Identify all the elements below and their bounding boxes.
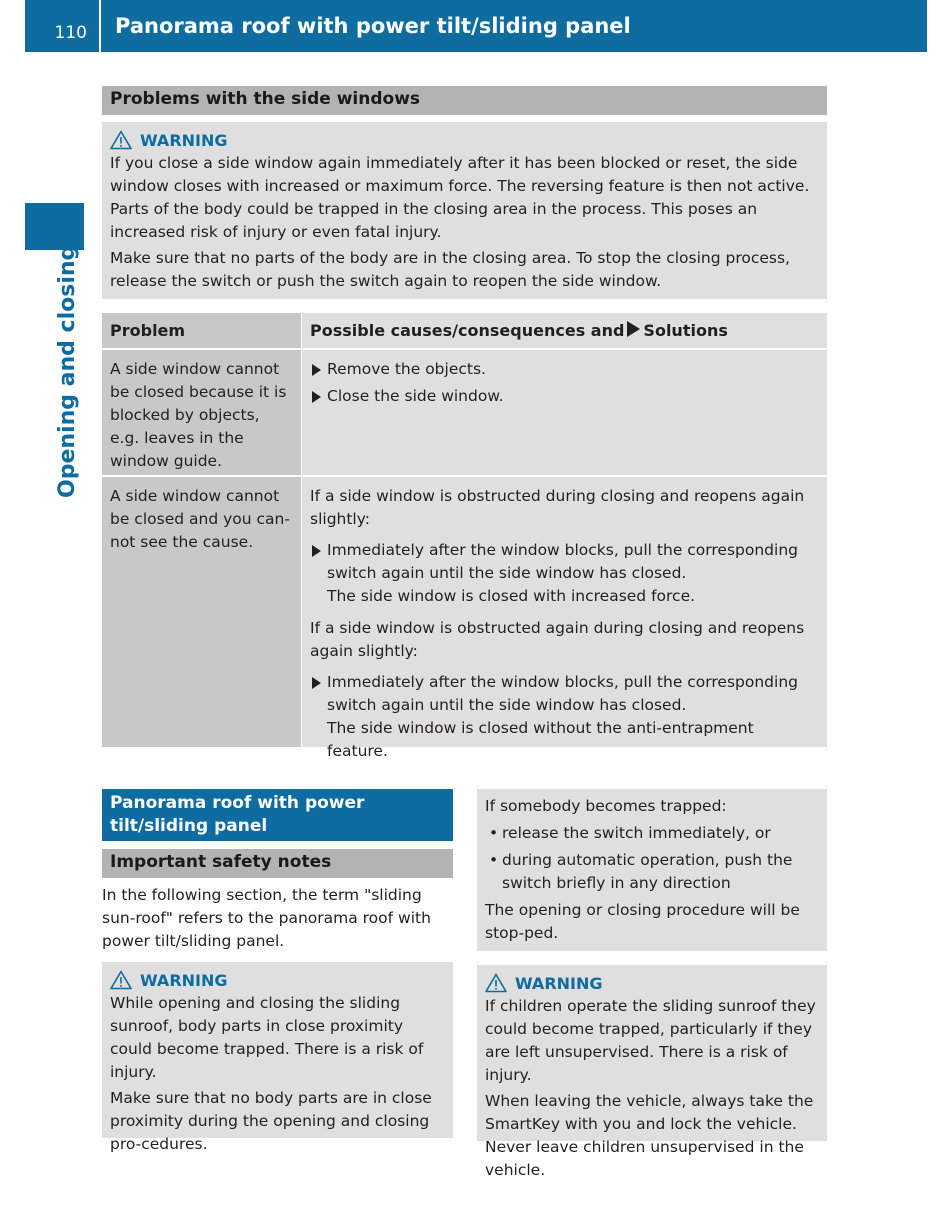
- warning-label: WARNING: [140, 130, 228, 150]
- troubleshooting-table: [102, 313, 827, 760]
- problem-cell: A side window cannot be closed and you can-not see the cause.: [102, 477, 301, 747]
- subheading-safety-notes: Important safety notes: [102, 849, 453, 878]
- action-step: Remove the objects.: [310, 358, 819, 381]
- table-row: [102, 348, 827, 475]
- action-step-text: Immediately after the window blocks, pull the corresponding switch again until the side window has closed.: [327, 673, 798, 714]
- warning-label: WARNING: [140, 970, 228, 990]
- column-header-text: Possible causes/consequences and: [310, 321, 625, 340]
- side-tab-marker: [25, 203, 84, 250]
- warning-text: When leaving the vehicle, always take the SmartKey with you and lock the vehicle. Never leave children unsupervised in the vehicle.: [485, 1092, 814, 1179]
- warning-text: Make sure that no body parts are in close proximity during the opening and closing pro-cedures.: [110, 1089, 432, 1153]
- condition-text: If a side window is obstructed again during closing and reopens again slightly:: [310, 619, 805, 660]
- section-heading-panorama-roof: Panorama roof with power tilt/sliding panel: [102, 789, 453, 841]
- action-step: [310, 671, 819, 763]
- trapped-note-box: [477, 789, 827, 951]
- warning-label: WARNING: [515, 973, 603, 993]
- column-header-solutions: [301, 313, 827, 348]
- action-step: Close the side window.: [310, 385, 819, 408]
- warning-box-side-windows: [102, 122, 827, 299]
- warning-triangle-icon: [485, 973, 507, 993]
- warning-header: [110, 968, 445, 992]
- note-outro: The opening or closing procedure will be stop-ped.: [485, 901, 800, 942]
- section-heading-side-windows: Problems with the side windows: [102, 86, 827, 115]
- chapter-tab-label: Opening and closing: [55, 244, 80, 498]
- page-title: Panorama roof with power tilt/sliding panel: [115, 14, 631, 38]
- list-item: • release the switch immediately, or: [485, 822, 819, 845]
- warning-text: If you close a side window again immediately after it has been blocked or reset, the side window closes with increased or maximum force. The reversing feature is then not active. Parts of the body could be trapped in the closing area in the process. This poses an increased risk of injury or even fatal injury.: [110, 154, 810, 241]
- problem-cell: A side window cannot be closed because it is blocked by objects, e.g. leaves in the window guide.: [102, 350, 301, 475]
- intro-paragraph: In the following section, the term "sliding sun-roof" refers to the panorama roof with power tilt/sliding panel.: [102, 886, 431, 950]
- warning-text: Make sure that no parts of the body are in the closing area. To stop the closing process, release the switch or push the switch again to reopen the side window.: [110, 249, 790, 290]
- action-step: [310, 539, 819, 608]
- action-result-text: The side window is closed without the anti-entrapment feature.: [327, 719, 754, 760]
- warning-triangle-icon: [110, 130, 132, 150]
- warning-triangle-icon: [110, 970, 132, 990]
- table-row: [102, 475, 827, 760]
- note-intro: If somebody becomes trapped:: [485, 797, 727, 815]
- warning-header: [110, 128, 819, 152]
- warning-box-sunroof: [102, 962, 453, 1153]
- warning-text: If children operate the sliding sunroof they could become trapped, particularly if they are left unsupervised. There is a risk of injury.: [485, 997, 816, 1084]
- page-number: 110: [25, 0, 101, 52]
- column-header-text: Solutions: [643, 321, 728, 340]
- condition-text: If a side window is obstructed during closing and reopens again slightly:: [310, 487, 805, 528]
- warning-box-children: [477, 965, 827, 1179]
- warning-header: [485, 971, 819, 995]
- list-item: • during automatic operation, push the switch briefly in any direction: [485, 849, 819, 895]
- page-header: [25, 0, 927, 52]
- action-step-text: Immediately after the window blocks, pull the corresponding switch again until the side window has closed.: [327, 541, 798, 582]
- action-arrow-icon: [627, 321, 640, 337]
- warning-text: While opening and closing the sliding sunroof, body parts in close proximity could become trapped. There is a risk of injury.: [110, 994, 424, 1081]
- table-header-row: [102, 313, 827, 348]
- column-header-problem: Problem: [102, 313, 301, 348]
- solution-cell: [301, 350, 827, 475]
- action-result-text: The side window is closed with increased force.: [327, 587, 696, 605]
- solution-cell: [301, 477, 827, 760]
